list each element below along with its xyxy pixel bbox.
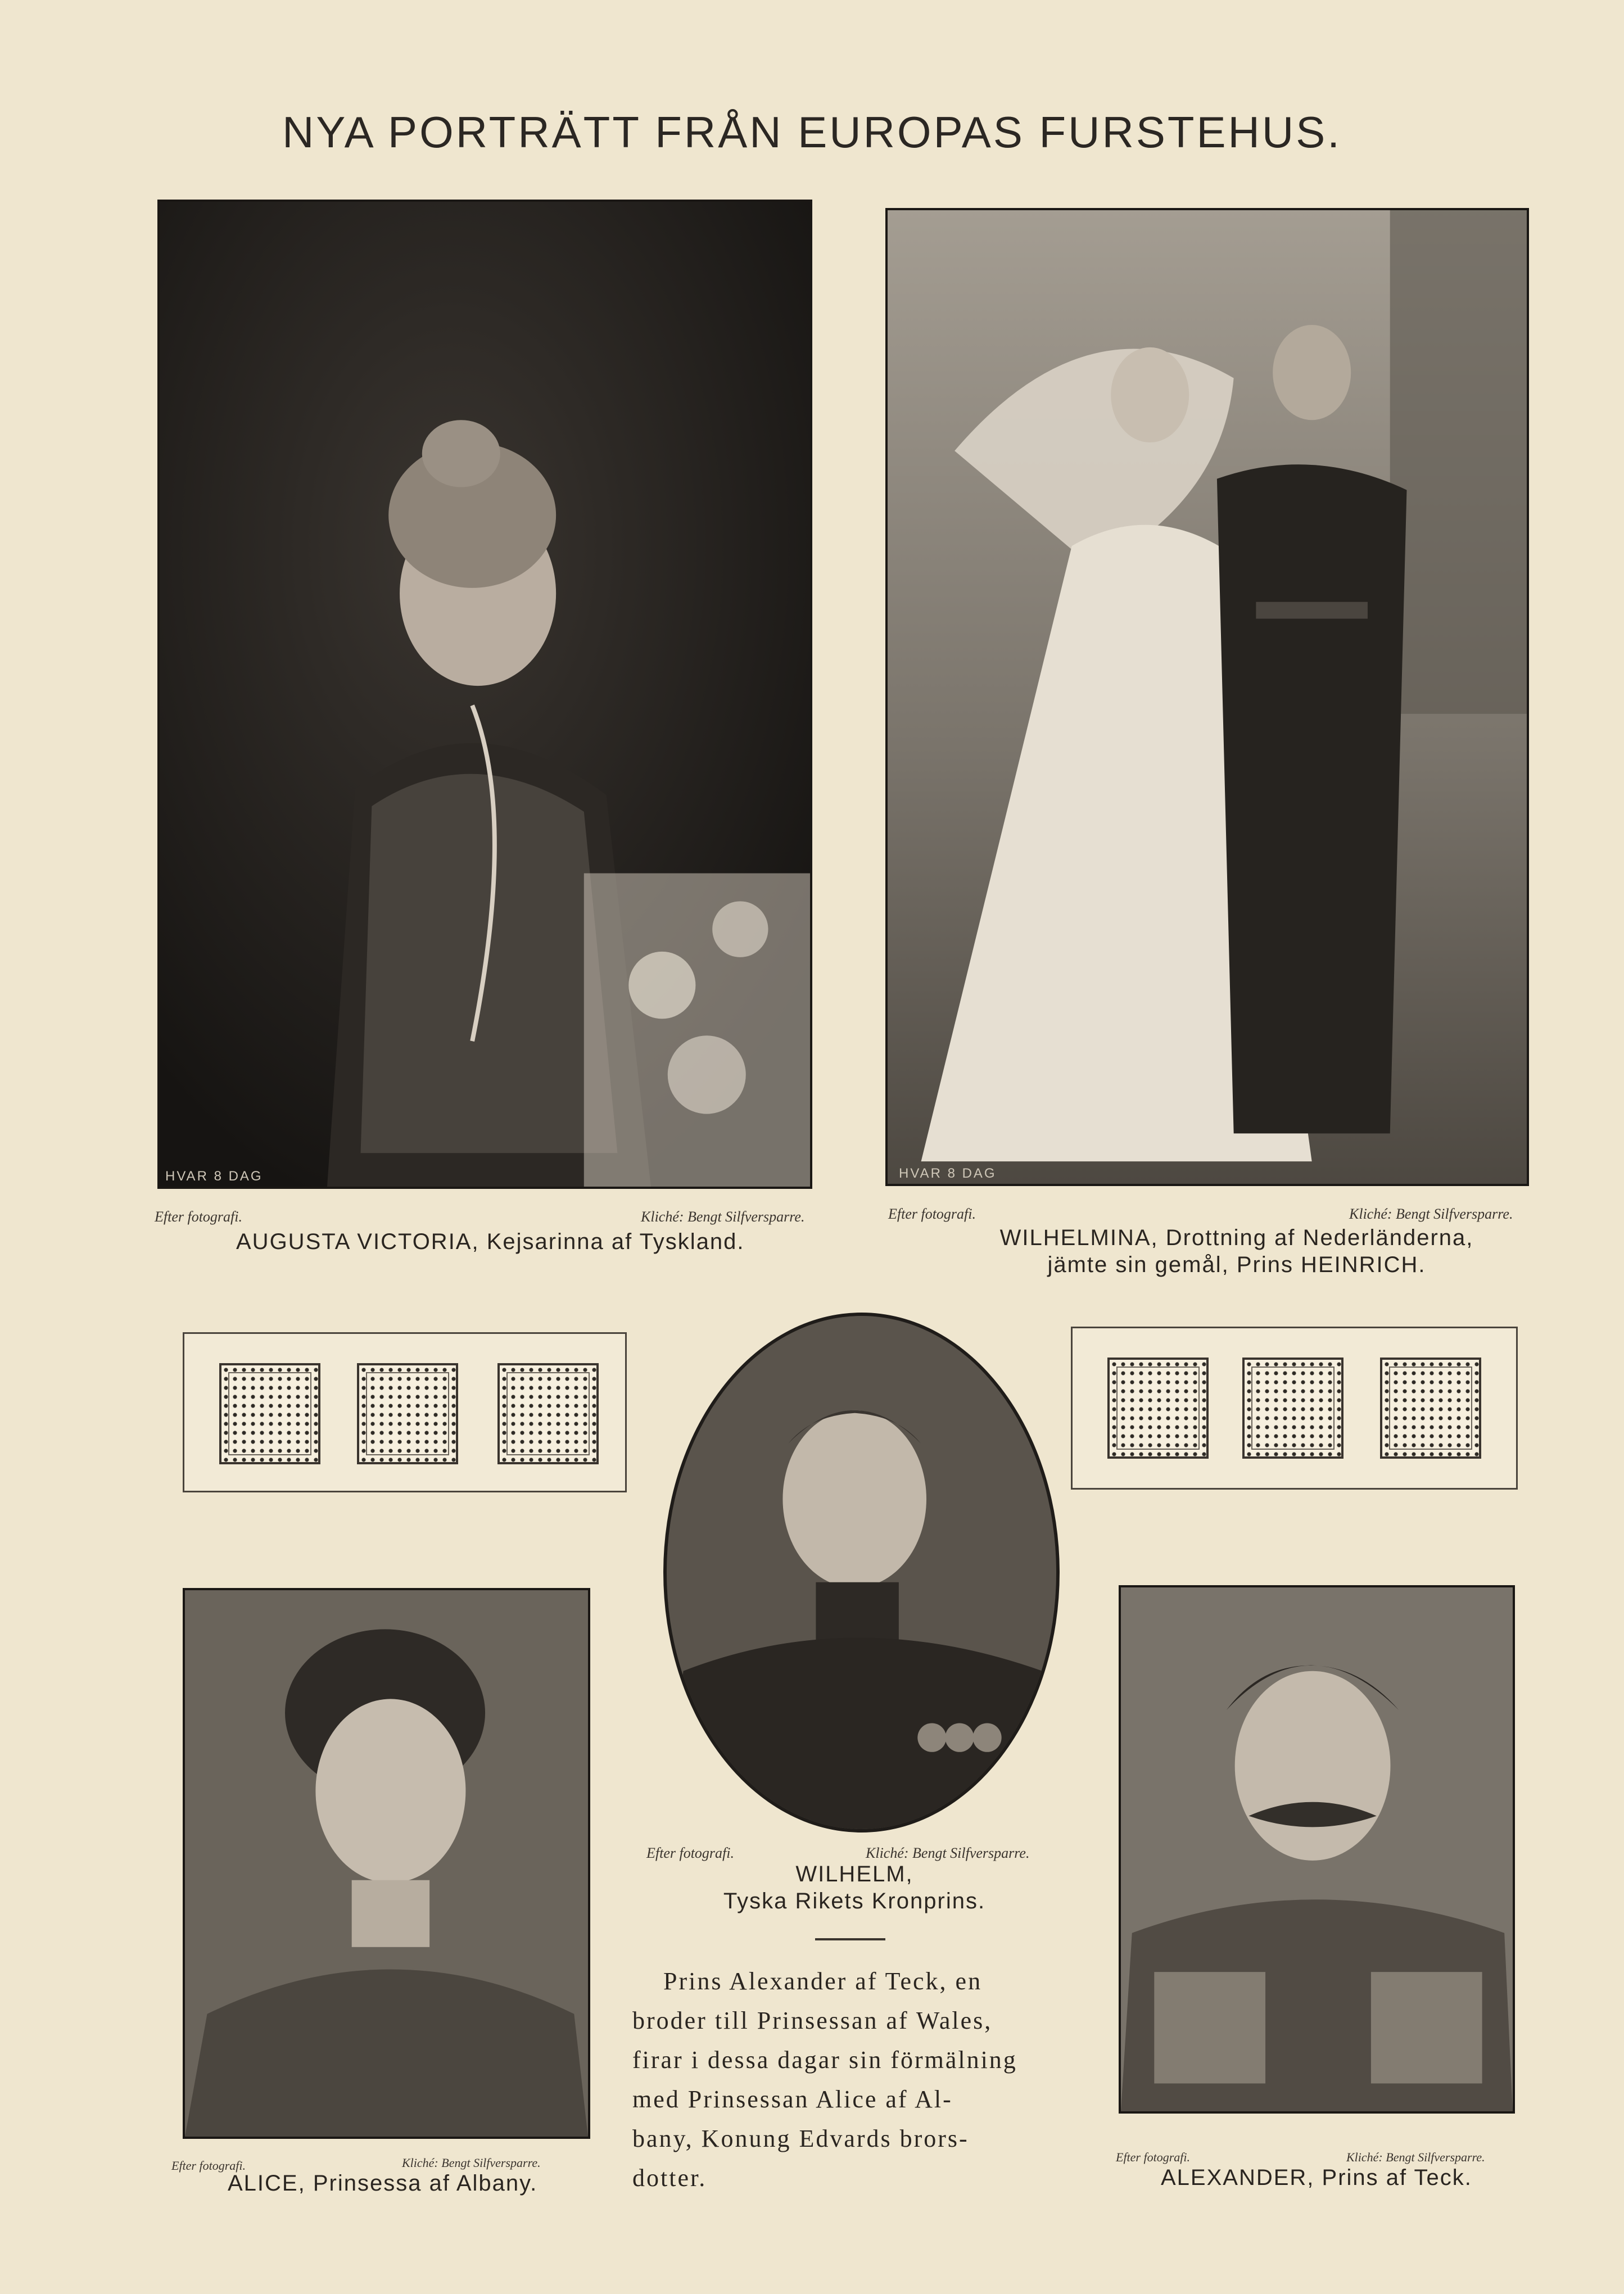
photo-credit: Efter fotografi. <box>1116 2150 1190 2164</box>
article-line: med Prinsessan Alice af Al- <box>632 2085 953 2113</box>
caption-line: WILHELM, <box>795 1862 913 1886</box>
article-line: firar i dessa dagar sin förmälning <box>632 2046 1017 2074</box>
stamp-tile <box>357 1363 458 1464</box>
article-text <box>632 1962 1076 2198</box>
photo-credit: Efter fotografi. <box>646 1845 734 1861</box>
portrait-illustration <box>160 202 810 1187</box>
cliche-credit: Kliché: Bengt Silfversparre. <box>402 2156 541 2170</box>
photo-watermark: HVAR 8 DAG <box>165 1169 263 1184</box>
photo-watermark: HVAR 8 DAG <box>899 1166 997 1181</box>
caption-line: WILHELMINA, Drottning af Nederländerna, <box>999 1225 1474 1250</box>
photo-credit: Efter fotografi. <box>171 2159 246 2173</box>
cliche-credit: Kliché: Bengt Silfversparre. <box>1349 1206 1513 1222</box>
portrait-illustration <box>185 1590 588 2137</box>
caption-line: jämte sin gemål, Prins HEINRICH. <box>1047 1252 1426 1277</box>
cliche-credit: Kliché: Bengt Silfversparre. <box>866 1845 1030 1861</box>
portrait-illustration <box>667 1316 1056 1829</box>
page-title: NYA PORTRÄTT FRÅN EUROPAS FURSTEHUS. <box>282 107 1342 157</box>
caption-wilhelm <box>630 1861 1079 1915</box>
article-line: Prins Alexander af Teck, en <box>663 1967 983 1995</box>
photo-alice <box>183 1588 590 2139</box>
caption-alexander: ALEXANDER, Prins af Teck. <box>1161 2165 1472 2190</box>
photo-augusta-victoria <box>157 200 812 1189</box>
caption-line: Tyska Rikets Kronprins. <box>723 1889 986 1913</box>
photo-wilhelmina <box>885 208 1529 1186</box>
caption-alice: ALICE, Prinsessa af Albany. <box>228 2171 538 2196</box>
caption-wilhelmina <box>956 1224 1518 1278</box>
caption-augusta-victoria: AUGUSTA VICTORIA, Kejsarinna af Tyskland. <box>236 1229 745 1254</box>
photo-alexander <box>1119 1585 1515 2114</box>
cliche-credit: Kliché: Bengt Silfversparre. <box>641 1209 805 1225</box>
photo-credit: Efter fotografi. <box>888 1206 976 1222</box>
divider <box>815 1938 885 1940</box>
photo-credit: Efter fotografi. <box>155 1209 242 1225</box>
stamp-tile <box>497 1363 599 1464</box>
stamp-tile <box>1107 1358 1209 1459</box>
photo-wilhelm <box>663 1313 1060 1833</box>
article-line: broder till Prinsessan af Wales, <box>632 2007 993 2034</box>
portrait-illustration <box>888 210 1527 1184</box>
stamp-tile <box>219 1363 320 1464</box>
cliche-credit: Kliché: Bengt Silfversparre. <box>1346 2150 1485 2164</box>
stamp-tile <box>1242 1358 1343 1459</box>
article-line: dotter. <box>632 2164 707 2192</box>
article-line: bany, Konung Edvards brors- <box>632 2125 969 2152</box>
stamp-tile <box>1380 1358 1481 1459</box>
portrait-illustration <box>1121 1587 1513 2111</box>
